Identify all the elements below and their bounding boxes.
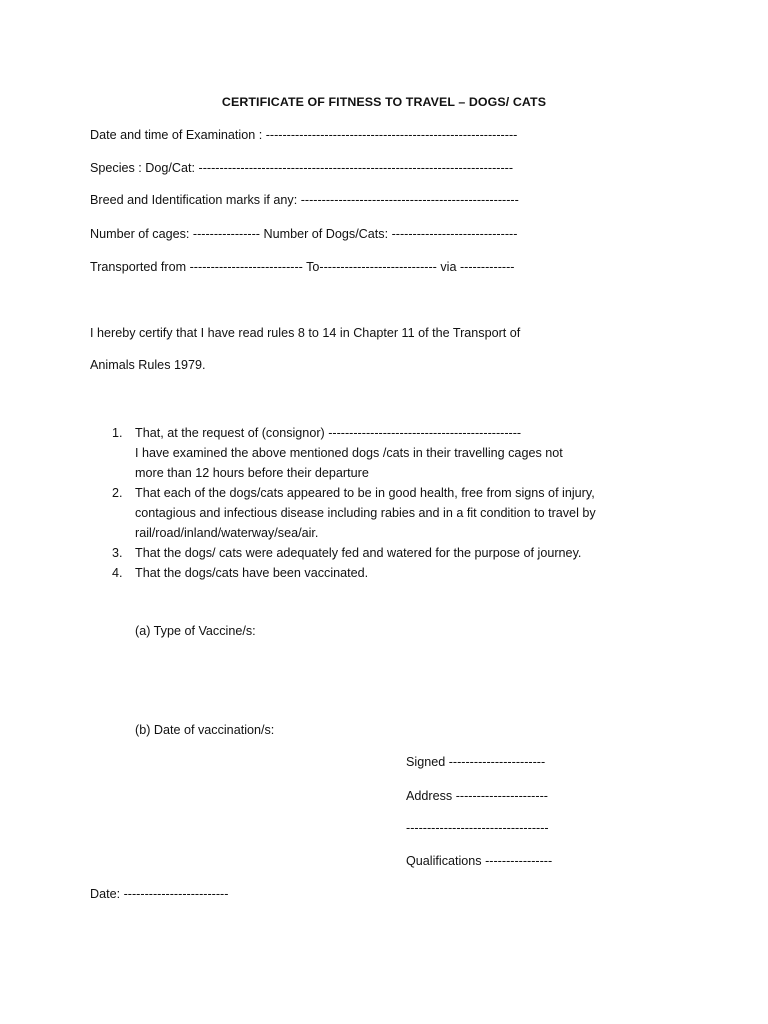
transported-field: Transported from --------------------------- To---------------------------- via ------------- [90,260,515,274]
vaccination-date-label: (b) Date of vaccination/s: [135,723,275,737]
list-item-line: That each of the dogs/cats appeared to be in good health, free from signs of injury, [135,486,595,500]
breed-field: Breed and Identification marks if any: ---------------------------------------------------- [90,193,519,207]
qualifications-field: Qualifications ---------------- [406,854,553,868]
list-item [90,543,650,563]
date-time-field: Date and time of Examination : ------------------------------------------------------------ [90,128,518,142]
list-item-line: contagious and infectious disease including rabies and in a fit condition to travel by [135,506,596,520]
list-item-line: That the dogs/cats have been vaccinated. [135,566,369,580]
certify-line-1: I hereby certify that I have read rules 8 to 14 in Chapter 11 of the Transport of [90,326,521,340]
list-item-line: That the dogs/ cats were adequately fed and watered for the purpose of journey. [135,546,582,560]
cages-field: Number of cages: ---------------- Number of Dogs/Cats: ------------------------------ [90,227,518,241]
page-title: CERTIFICATE OF FITNESS TO TRAVEL – DOGS/ CATS [221,95,547,109]
list-item-number: 3. [112,546,123,560]
list-item [90,563,650,583]
list-item-line: I have examined the above mentioned dogs /cats in their travelling cages not [135,446,563,460]
certify-line-2: Animals Rules 1979. [90,358,206,372]
list-item-line: That, at the request of (consignor) ---------------------------------------------- [135,426,522,440]
address-field: Address ---------------------- [406,789,548,803]
address-line-2: ---------------------------------- [406,821,549,835]
vaccine-type-label: (a) Type of Vaccine/s: [135,624,256,638]
list-item-line: more than 12 hours before their departure [135,466,369,480]
list-item-number: 1. [112,426,123,440]
list-item [90,423,650,483]
list-item-number: 2. [112,486,123,500]
list-item-line: rail/road/inland/waterway/sea/air. [135,526,319,540]
certification-list [90,423,650,583]
list-item [90,483,650,543]
list-item-number: 4. [112,566,123,580]
signed-field: Signed ----------------------- [406,755,546,769]
date-field: Date: ------------------------- [90,887,229,901]
species-field: Species : Dog/Cat: --------------------------------------------------------------------------- [90,161,514,175]
